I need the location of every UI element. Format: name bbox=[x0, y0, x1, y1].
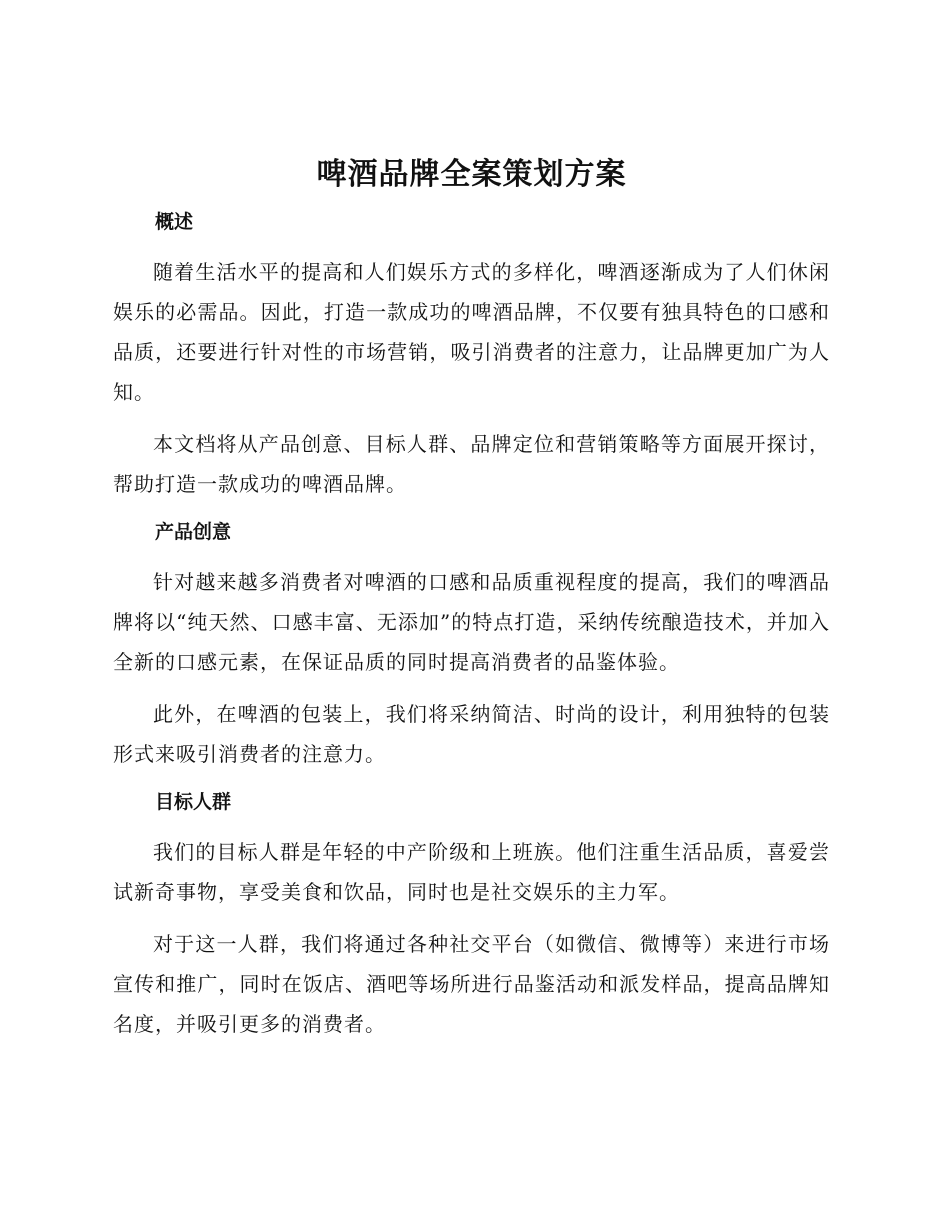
section-heading: 目标人群 bbox=[155, 791, 232, 813]
paragraph: 对于这一人群，我们将通过各种社交平台（如微信、微博等）来进行市场宣传和推广，同时在饭店、酒吧等场所进行品鉴活动和派发样品，提高品牌知名度，并吸引更多的消费者。 bbox=[113, 932, 830, 1036]
section-heading: 产品创意 bbox=[155, 521, 232, 543]
paragraph: 本文档将从产品创意、目标人群、品牌定位和营销策略等方面展开探讨，帮助打造一款成功的啤酒品牌。 bbox=[113, 432, 830, 496]
section-overview bbox=[113, 206, 830, 504]
paragraph: 此外，在啤酒的包装上，我们将采纳简洁、时尚的设计，利用独特的包装形式来吸引消费者的注意力。 bbox=[113, 702, 830, 766]
section-product-idea bbox=[113, 516, 830, 774]
paragraph: 随着生活水平的提高和人们娱乐方式的多样化，啤酒逐渐成为了人们休闲娱乐的必需品。因此，打造一款成功的啤酒品牌，不仅要有独具特色的口感和品质，还要进行针对性的市场营销，吸引消费者的注意力，让品牌更加广为人知。 bbox=[113, 260, 830, 404]
paragraph: 针对越来越多消费者对啤酒的口感和品质重视程度的提高，我们的啤酒品牌将以“纯天然、口感丰富、无添加”的特点打造，采纳传统酿造技术，并加入全新的口感元素，在保证品质的同时提高消费者的品鉴体验。 bbox=[113, 570, 830, 674]
paragraph: 我们的目标人群是年轻的中产阶级和上班族。他们注重生活品质，喜爱尝试新奇事物，享受美食和饮品，同时也是社交娱乐的主力军。 bbox=[113, 840, 830, 904]
document-title: 啤酒品牌全案策划方案 bbox=[316, 157, 627, 192]
section-target-audience bbox=[113, 786, 830, 1044]
section-heading: 概述 bbox=[155, 211, 194, 233]
